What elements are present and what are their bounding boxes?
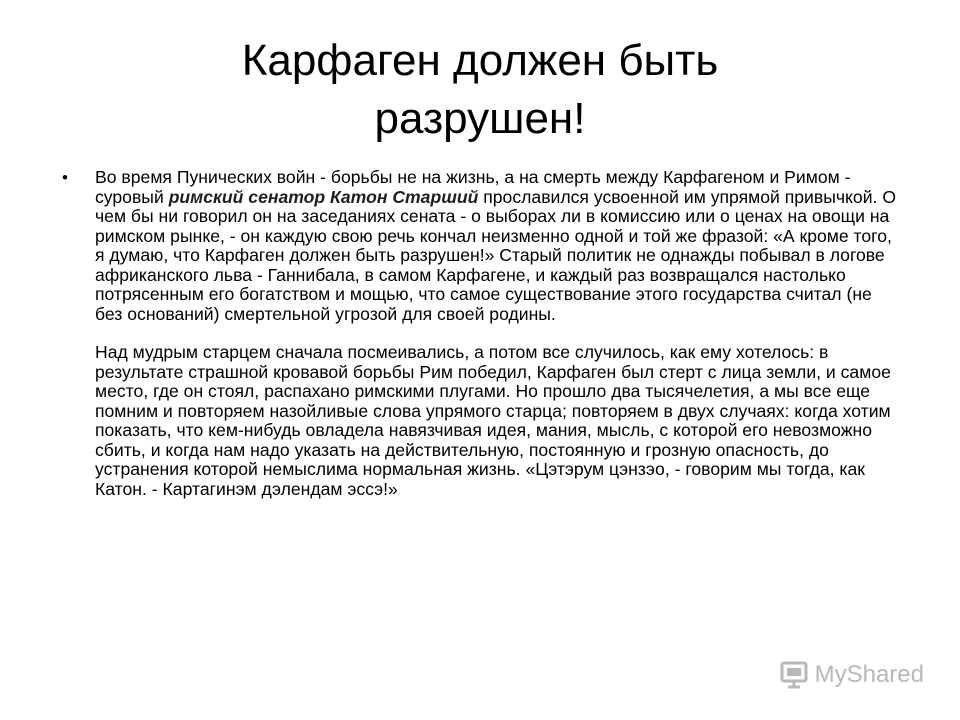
paragraph-1-before: Во время Пунических войн - борьбы не на жизнь, а на смерть между Карфагеном и Римом - суровый [95,167,851,207]
watermark-text: MyShared [814,661,924,688]
bullet-marker: • [62,168,68,187]
title-line-2: разрушен! [374,94,586,143]
title-line-1: Карфаген должен быть [241,36,719,85]
paragraph-1 [95,168,900,324]
paragraph-1-after: прославился усвоенной им упрямой привычкой. О чем бы ни говорил он на заседаниях сената - о выборах ли в комиссию или о ценах на овощи на римском рынке, - он каждую свою речь кончал неизменно одной и той же фразой: «А кроме того, я думаю, что Карфаген должен быть разрушен!» Старый политик не однажды побывал в логове африканского льва - Ганнибала, в самом Карфагене, и каждый раз возвращался настолько потрясенным его богатством и мощью, что самое существование этого государства считал (не без оснований) смертельной угрозой для своей родины. [95,186,897,324]
slide-title [80,32,880,148]
presentation-board-icon [779,660,809,690]
bullet-body [62,168,910,499]
watermark [779,660,924,690]
paragraph-1-emphasis: римский сенатор Катон Старший [168,186,479,207]
paragraph-2: Над мудрым старцем сначала посмеивались, а потом все случилось, как ему хотелось: в результате страшной кровавой борьбы Рим победил, Карфаген был стерт с лица земли, и самое место, где он стоял, распахано римскими плугами. Но прошло два тысячелетия, а мы все еще помним и повторяем назойливые слова упрямого старца; повторяем в двух случаях: когда хотим показать, что кем-нибудь овладела навязчивая идея, мания, мысль, с которой его невозможно сбить, и когда нам надо указать на действительную, постоянную и грозную опасность, до устранения которой немыслима нормальная жизнь. «Цэтэрум цэнзэо, - говорим мы тогда, как Катон. - Картагинэм дэлендам эссэ!» [95,342,891,499]
